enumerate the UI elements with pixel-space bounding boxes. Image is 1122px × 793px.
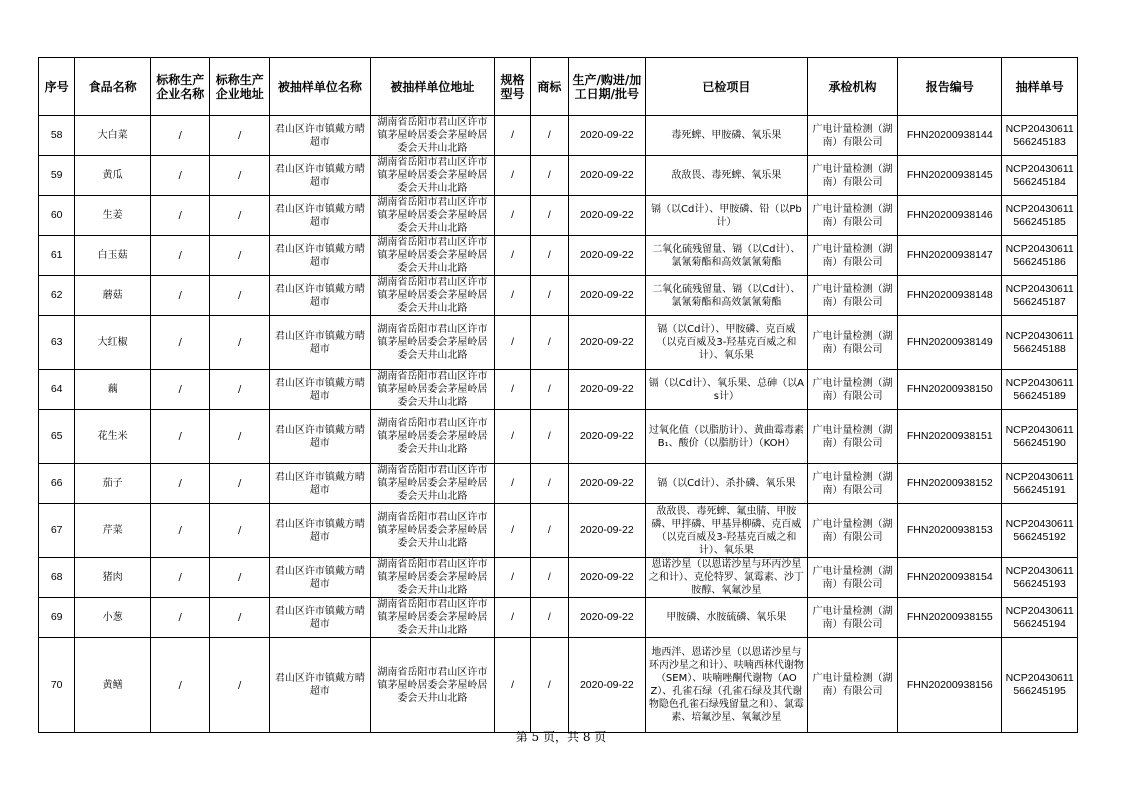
cell-report: FHN20200938151 (898, 410, 1002, 464)
cell-brand: / (531, 116, 568, 156)
cell-unit-addr: 湖南省岳阳市君山区许市镇茅屋岭居委会茅屋岭居委会天井山北路 (370, 638, 494, 733)
cell-food: 藕 (75, 370, 151, 410)
column-header: 已检项目 (646, 58, 807, 116)
cell-unit-name: 君山区许市镇戴方晴超市 (269, 370, 370, 410)
cell-food: 黄鳝 (75, 638, 151, 733)
table-row (39, 116, 1078, 156)
cell-date: 2020-09-22 (568, 598, 646, 638)
column-header: 序号 (39, 58, 75, 116)
cell-food: 大红椒 (75, 316, 151, 370)
cell-brand: / (531, 370, 568, 410)
cell-lab: 广电计量检测（湖南）有限公司 (807, 598, 898, 638)
table-row (39, 410, 1078, 464)
cell-items: 二氧化硫残留量、镉（以Cd计）、氯氰菊酯和高效氯氰菊酯 (646, 236, 807, 276)
cell-lab: 广电计量检测（湖南）有限公司 (807, 276, 898, 316)
cell-report: FHN20200938144 (898, 116, 1002, 156)
table-body (39, 116, 1078, 733)
cell-spec: / (494, 236, 530, 276)
cell-no: 59 (39, 156, 75, 196)
cell-no: 68 (39, 558, 75, 598)
cell-mfr-addr: / (210, 558, 270, 598)
cell-no: 58 (39, 116, 75, 156)
page-footer: 第 5 页，共 8 页 (515, 730, 607, 744)
cell-unit-addr: 湖南省岳阳市君山区许市镇茅屋岭居委会茅屋岭居委会天井山北路 (370, 196, 494, 236)
cell-date: 2020-09-22 (568, 638, 646, 733)
cell-report: FHN20200938153 (898, 504, 1002, 558)
cell-lab: 广电计量检测（湖南）有限公司 (807, 316, 898, 370)
cell-date: 2020-09-22 (568, 558, 646, 598)
column-header: 抽样单号 (1002, 58, 1078, 116)
cell-unit-addr: 湖南省岳阳市君山区许市镇茅屋岭居委会茅屋岭居委会天井山北路 (370, 598, 494, 638)
cell-unit-name: 君山区许市镇戴方晴超市 (269, 410, 370, 464)
cell-lab: 广电计量检测（湖南）有限公司 (807, 370, 898, 410)
cell-no: 64 (39, 370, 75, 410)
cell-unit-addr: 湖南省岳阳市君山区许市镇茅屋岭居委会茅屋岭居委会天井山北路 (370, 370, 494, 410)
cell-sample: NCP20430611566245193 (1002, 558, 1078, 598)
column-header: 食品名称 (75, 58, 151, 116)
cell-spec: / (494, 316, 530, 370)
cell-mfr-name: / (150, 464, 210, 504)
cell-no: 62 (39, 276, 75, 316)
cell-items: 毒死蜱、甲胺磷、氧乐果 (646, 116, 807, 156)
cell-mfr-name: / (150, 598, 210, 638)
cell-food: 黄瓜 (75, 156, 151, 196)
cell-mfr-name: / (150, 410, 210, 464)
cell-report: FHN20200938152 (898, 464, 1002, 504)
cell-report: FHN20200938155 (898, 598, 1002, 638)
cell-date: 2020-09-22 (568, 410, 646, 464)
cell-report: FHN20200938149 (898, 316, 1002, 370)
cell-date: 2020-09-22 (568, 116, 646, 156)
cell-food: 茄子 (75, 464, 151, 504)
cell-mfr-addr: / (210, 276, 270, 316)
cell-no: 60 (39, 196, 75, 236)
cell-spec: / (494, 116, 530, 156)
cell-no: 70 (39, 638, 75, 733)
cell-unit-addr: 湖南省岳阳市君山区许市镇茅屋岭居委会茅屋岭居委会天井山北路 (370, 316, 494, 370)
cell-unit-name: 君山区许市镇戴方晴超市 (269, 236, 370, 276)
cell-unit-name: 君山区许市镇戴方晴超市 (269, 638, 370, 733)
cell-mfr-name: / (150, 638, 210, 733)
cell-date: 2020-09-22 (568, 196, 646, 236)
cell-spec: / (494, 558, 530, 598)
cell-food: 小葱 (75, 598, 151, 638)
table-row (39, 276, 1078, 316)
cell-sample: NCP20430611566245191 (1002, 464, 1078, 504)
column-header: 被抽样单位名称 (269, 58, 370, 116)
table-row (39, 236, 1078, 276)
cell-mfr-name: / (150, 558, 210, 598)
cell-brand: / (531, 276, 568, 316)
table-row (39, 598, 1078, 638)
cell-items: 镉（以Cd计）、杀扑磷、氧乐果 (646, 464, 807, 504)
cell-food: 生姜 (75, 196, 151, 236)
cell-sample: NCP20430611566245188 (1002, 316, 1078, 370)
cell-brand: / (531, 638, 568, 733)
cell-lab: 广电计量检测（湖南）有限公司 (807, 410, 898, 464)
cell-unit-name: 君山区许市镇戴方晴超市 (269, 276, 370, 316)
cell-mfr-addr: / (210, 196, 270, 236)
cell-sample: NCP20430611566245190 (1002, 410, 1078, 464)
cell-items: 二氧化硫残留量、镉（以Cd计）、氯氰菊酯和高效氯氰菊酯 (646, 276, 807, 316)
cell-date: 2020-09-22 (568, 316, 646, 370)
cell-date: 2020-09-22 (568, 156, 646, 196)
cell-mfr-addr: / (210, 464, 270, 504)
cell-mfr-addr: / (210, 316, 270, 370)
cell-sample: NCP20430611566245186 (1002, 236, 1078, 276)
cell-items: 地西泮、恩诺沙星（以恩诺沙星与环丙沙星之和计）、呋喃西林代谢物（SEM）、呋喃唑酮代谢物（AOZ）、孔雀石绿（孔雀石绿及其代谢物隐色孔雀石绿残留量之和）、氯霉素、培氟沙星、氧氟沙星 (646, 638, 807, 733)
cell-brand: / (531, 236, 568, 276)
cell-lab: 广电计量检测（湖南）有限公司 (807, 504, 898, 558)
cell-sample: NCP20430611566245183 (1002, 116, 1078, 156)
table-header-row (39, 58, 1078, 116)
cell-mfr-addr: / (210, 598, 270, 638)
cell-report: FHN20200938146 (898, 196, 1002, 236)
cell-unit-name: 君山区许市镇戴方晴超市 (269, 504, 370, 558)
cell-date: 2020-09-22 (568, 504, 646, 558)
cell-report: FHN20200938156 (898, 638, 1002, 733)
cell-sample: NCP20430611566245189 (1002, 370, 1078, 410)
cell-mfr-name: / (150, 156, 210, 196)
cell-mfr-name: / (150, 316, 210, 370)
cell-spec: / (494, 598, 530, 638)
cell-sample: NCP20430611566245194 (1002, 598, 1078, 638)
cell-mfr-addr: / (210, 370, 270, 410)
cell-lab: 广电计量检测（湖南）有限公司 (807, 558, 898, 598)
column-header: 承检机构 (807, 58, 898, 116)
cell-unit-addr: 湖南省岳阳市君山区许市镇茅屋岭居委会茅屋岭居委会天井山北路 (370, 156, 494, 196)
cell-items: 恩诺沙星（以恩诺沙星与环丙沙星之和计）、克伦特罗、氯霉素、沙丁胺醇、氧氟沙星 (646, 558, 807, 598)
cell-brand: / (531, 504, 568, 558)
cell-spec: / (494, 638, 530, 733)
table-row (39, 370, 1078, 410)
cell-lab: 广电计量检测（湖南）有限公司 (807, 464, 898, 504)
cell-brand: / (531, 156, 568, 196)
cell-items: 敌敌畏、毒死蜱、氧乐果 (646, 156, 807, 196)
cell-unit-name: 君山区许市镇戴方晴超市 (269, 116, 370, 156)
cell-spec: / (494, 410, 530, 464)
cell-mfr-name: / (150, 504, 210, 558)
cell-spec: / (494, 370, 530, 410)
cell-no: 61 (39, 236, 75, 276)
column-header: 规格型号 (494, 58, 530, 116)
cell-mfr-name: / (150, 276, 210, 316)
cell-brand: / (531, 464, 568, 504)
cell-items: 敌敌畏、毒死蜱、氟虫腈、甲胺磷、甲拌磷、甲基异柳磷、克百威（以克百威及3-羟基克百威之和计）、氧乐果 (646, 504, 807, 558)
cell-unit-addr: 湖南省岳阳市君山区许市镇茅屋岭居委会茅屋岭居委会天井山北路 (370, 116, 494, 156)
cell-unit-addr: 湖南省岳阳市君山区许市镇茅屋岭居委会茅屋岭居委会天井山北路 (370, 558, 494, 598)
cell-spec: / (494, 196, 530, 236)
column-header: 标称生产企业地址 (210, 58, 270, 116)
cell-sample: NCP20430611566245184 (1002, 156, 1078, 196)
cell-mfr-addr: / (210, 410, 270, 464)
cell-food: 花生米 (75, 410, 151, 464)
cell-mfr-addr: / (210, 504, 270, 558)
cell-unit-name: 君山区许市镇戴方晴超市 (269, 196, 370, 236)
cell-spec: / (494, 276, 530, 316)
cell-unit-name: 君山区许市镇戴方晴超市 (269, 316, 370, 370)
cell-report: FHN20200938145 (898, 156, 1002, 196)
cell-no: 63 (39, 316, 75, 370)
cell-no: 69 (39, 598, 75, 638)
column-header: 标称生产企业名称 (150, 58, 210, 116)
table-row (39, 638, 1078, 733)
cell-unit-name: 君山区许市镇戴方晴超市 (269, 464, 370, 504)
cell-items: 甲胺磷、水胺硫磷、氧乐果 (646, 598, 807, 638)
cell-sample: NCP20430611566245187 (1002, 276, 1078, 316)
cell-spec: / (494, 504, 530, 558)
table-row (39, 196, 1078, 236)
cell-items: 镉（以Cd计）、氧乐果、总砷（以As计） (646, 370, 807, 410)
cell-food: 大白菜 (75, 116, 151, 156)
cell-food: 芹菜 (75, 504, 151, 558)
cell-unit-addr: 湖南省岳阳市君山区许市镇茅屋岭居委会茅屋岭居委会天井山北路 (370, 236, 494, 276)
cell-mfr-addr: / (210, 638, 270, 733)
table-row (39, 464, 1078, 504)
cell-no: 65 (39, 410, 75, 464)
table-row (39, 316, 1078, 370)
column-header: 报告编号 (898, 58, 1002, 116)
cell-items: 镉（以Cd计）、甲胺磷、铅（以Pb计） (646, 196, 807, 236)
cell-report: FHN20200938147 (898, 236, 1002, 276)
cell-unit-name: 君山区许市镇戴方晴超市 (269, 558, 370, 598)
cell-unit-addr: 湖南省岳阳市君山区许市镇茅屋岭居委会茅屋岭居委会天井山北路 (370, 410, 494, 464)
cell-food: 白玉菇 (75, 236, 151, 276)
cell-spec: / (494, 156, 530, 196)
cell-items: 过氧化值（以脂肪计）、黄曲霉毒素 B₁、酸价（以脂肪计）（KOH） (646, 410, 807, 464)
cell-report: FHN20200938150 (898, 370, 1002, 410)
cell-food: 蘑菇 (75, 276, 151, 316)
cell-date: 2020-09-22 (568, 464, 646, 504)
cell-no: 67 (39, 504, 75, 558)
inspection-table (38, 57, 1078, 733)
cell-spec: / (494, 464, 530, 504)
cell-lab: 广电计量检测（湖南）有限公司 (807, 156, 898, 196)
cell-sample: NCP20430611566245195 (1002, 638, 1078, 733)
cell-mfr-name: / (150, 196, 210, 236)
cell-no: 66 (39, 464, 75, 504)
cell-brand: / (531, 316, 568, 370)
cell-mfr-addr: / (210, 236, 270, 276)
cell-lab: 广电计量检测（湖南）有限公司 (807, 196, 898, 236)
cell-lab: 广电计量检测（湖南）有限公司 (807, 116, 898, 156)
table-row (39, 156, 1078, 196)
cell-date: 2020-09-22 (568, 276, 646, 316)
cell-unit-name: 君山区许市镇戴方晴超市 (269, 156, 370, 196)
cell-mfr-name: / (150, 370, 210, 410)
cell-sample: NCP20430611566245185 (1002, 196, 1078, 236)
cell-brand: / (531, 558, 568, 598)
cell-mfr-name: / (150, 116, 210, 156)
table-row (39, 504, 1078, 558)
cell-brand: / (531, 598, 568, 638)
column-header: 被抽样单位地址 (370, 58, 494, 116)
cell-unit-addr: 湖南省岳阳市君山区许市镇茅屋岭居委会茅屋岭居委会天井山北路 (370, 276, 494, 316)
table-row (39, 558, 1078, 598)
cell-lab: 广电计量检测（湖南）有限公司 (807, 638, 898, 733)
cell-mfr-addr: / (210, 156, 270, 196)
column-header: 生产/购进/加工日期/批号 (568, 58, 646, 116)
cell-date: 2020-09-22 (568, 236, 646, 276)
cell-unit-name: 君山区许市镇戴方晴超市 (269, 598, 370, 638)
inspection-results-sheet (38, 57, 1078, 733)
cell-brand: / (531, 410, 568, 464)
cell-report: FHN20200938154 (898, 558, 1002, 598)
cell-mfr-addr: / (210, 116, 270, 156)
column-header: 商标 (531, 58, 568, 116)
cell-mfr-name: / (150, 236, 210, 276)
cell-sample: NCP20430611566245192 (1002, 504, 1078, 558)
cell-unit-addr: 湖南省岳阳市君山区许市镇茅屋岭居委会茅屋岭居委会天井山北路 (370, 504, 494, 558)
cell-brand: / (531, 196, 568, 236)
cell-food: 猪肉 (75, 558, 151, 598)
cell-items: 镉（以Cd计）、甲胺磷、克百威（以克百威及3-羟基克百威之和计）、氧乐果 (646, 316, 807, 370)
cell-lab: 广电计量检测（湖南）有限公司 (807, 236, 898, 276)
cell-report: FHN20200938148 (898, 276, 1002, 316)
cell-date: 2020-09-22 (568, 370, 646, 410)
cell-unit-addr: 湖南省岳阳市君山区许市镇茅屋岭居委会茅屋岭居委会天井山北路 (370, 464, 494, 504)
